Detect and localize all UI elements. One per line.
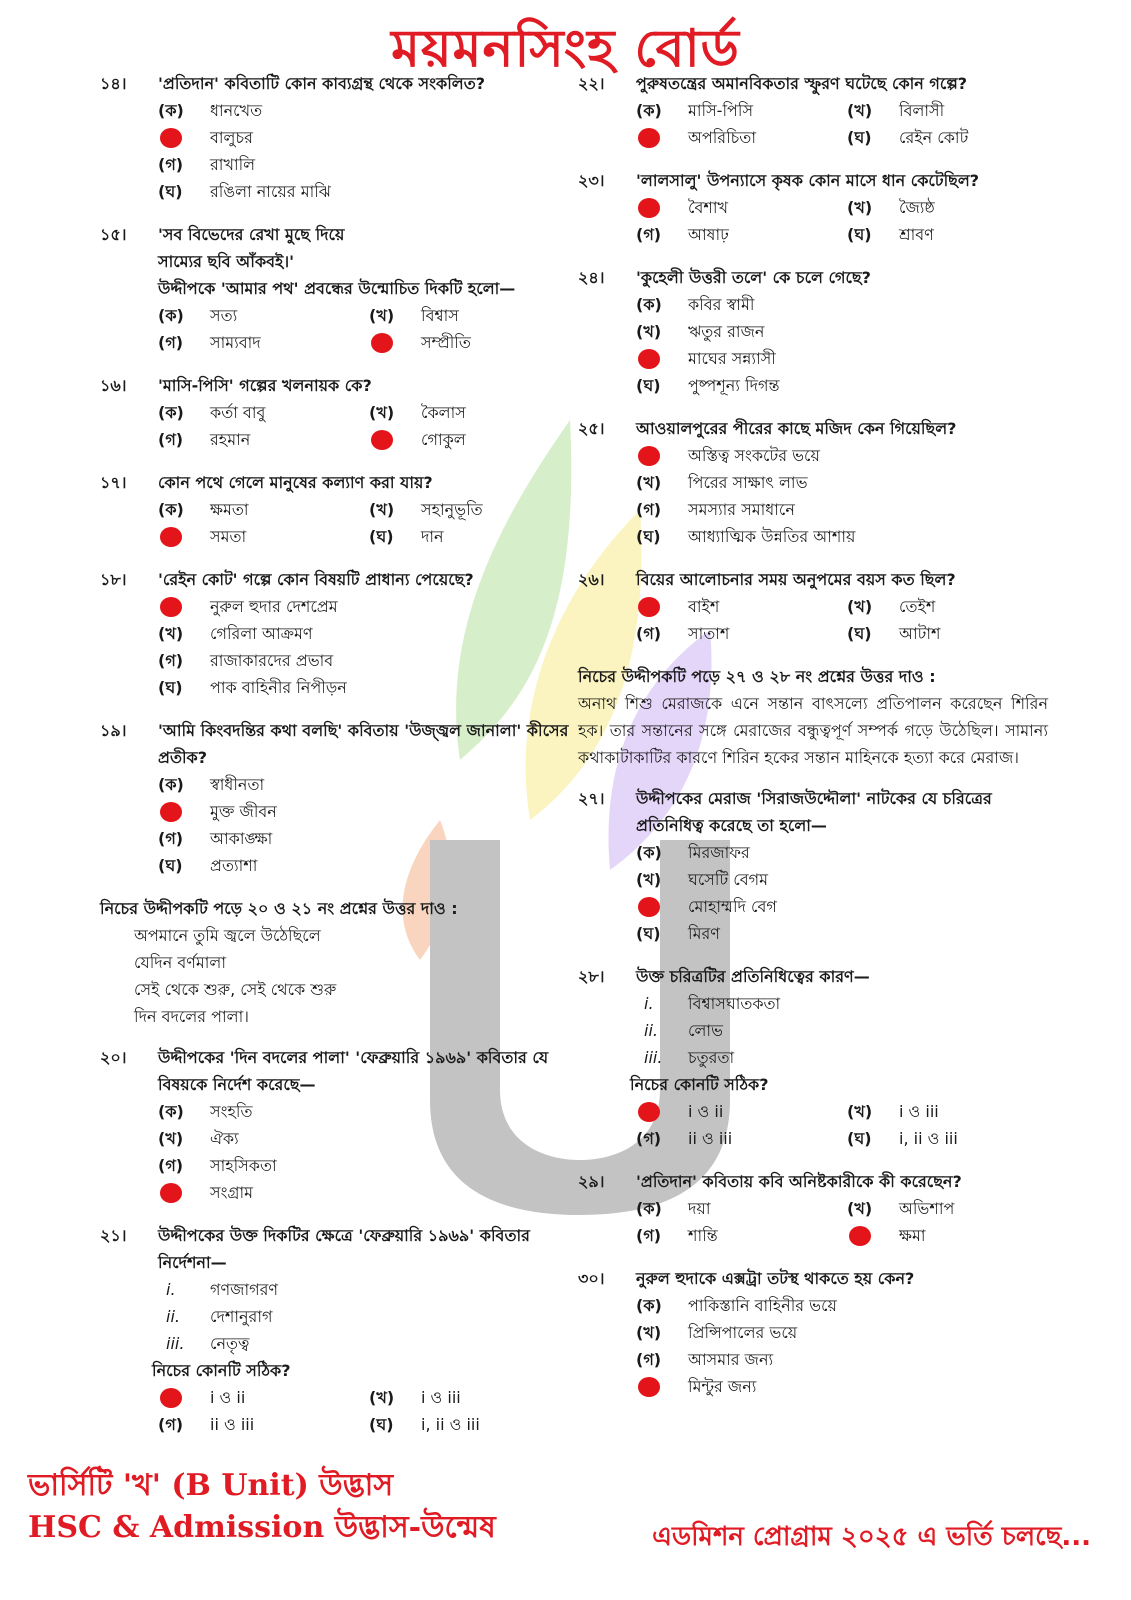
question-16: ১৬। 'মাসি-পিসি' গল্পের খলনায়ক কে? (ক) কর্তা বাবু (খ) কৈলাস (গ) রহমান গোকুল xyxy=(100,372,570,453)
option[interactable]: (গ) সাতাশ xyxy=(636,624,730,643)
left-column xyxy=(100,70,570,1454)
option[interactable]: (ঘ) দান xyxy=(369,527,444,546)
option-correct[interactable]: সম্প্রীতি xyxy=(369,329,570,356)
option[interactable]: (ঘ) i, ii ও iii xyxy=(847,1129,958,1148)
question-30: ৩০। নুরুল হুদাকে এক্সট্রা তটস্থ থাকতে হয় কেন? (ক) পাকিস্তানি বাহিনীর ভয়ে (খ) প্রিন্সিপালের ভয়ে (গ) আসমার জন্য মিন্টুর জন্য xyxy=(578,1265,1048,1400)
question-number: ১৫। xyxy=(100,225,127,244)
option-correct[interactable]: অস্তিত্ব সংকটের ভয়ে xyxy=(636,442,1048,469)
stimulus-poem: নিচের উদ্দীপকটি পড়ে ২০ ও ২১ নং প্রশ্নের উত্তর দাও : অপমানে তুমি জ্বলে উঠেছিলে যেদিন বর্ণমালা সেই থেকে শুরু, সেই থেকে শুরু দিন বদলের পালা। xyxy=(100,899,458,1026)
answer-mark xyxy=(158,798,202,825)
option[interactable]: (খ) তেইশ xyxy=(847,597,936,616)
answer-mark xyxy=(847,1222,891,1249)
option[interactable]: (খ) ঘসেটি বেগম xyxy=(636,870,769,889)
option-correct[interactable]: ক্ষমা xyxy=(847,1222,1048,1249)
option-correct[interactable]: মুক্ত জীবন xyxy=(158,798,570,825)
answer-mark xyxy=(636,1373,680,1400)
option[interactable]: (ক) সত্য xyxy=(158,306,238,325)
answer-mark xyxy=(636,893,680,920)
footer-line-1: ভার্সিটি 'খ' (B Unit) উদ্ভাস xyxy=(28,1468,394,1503)
option[interactable]: (খ) অভিশাপ xyxy=(847,1199,955,1218)
footer-line-2: HSC & Admission উদ্ভাস-উন্মেষ xyxy=(28,1510,496,1545)
option[interactable]: (খ) কৈলাস xyxy=(369,403,466,422)
question-24: ২৪। 'কুহেলী উত্তরী তলে' কে চলে গেছে? (ক) কবির স্বামী (খ) ঋতুর রাজন মাঘের সন্ন্যাসী (ঘ) পুষ্পশূন্য দিগন্ত xyxy=(578,264,1048,399)
option[interactable]: (ঘ) পুষ্পশূন্য দিগন্ত xyxy=(636,376,780,395)
question-22: ২২। পুরুষতন্ত্রের অমানবিকতার স্ফুরণ ঘটেছে কোন গল্পে? (ক) মাসি-পিসি (খ) বিলাসী অপরিচিতা (ঘ) রেইন কোট xyxy=(578,70,1048,151)
answer-mark xyxy=(158,1384,202,1411)
option-correct[interactable]: বালুচর xyxy=(158,124,570,151)
option[interactable]: (গ) সমস্যার সমাধানে xyxy=(636,500,795,519)
option[interactable]: (গ) রহমান xyxy=(158,430,251,449)
option[interactable]: (গ) সাম্যবাদ xyxy=(158,333,261,352)
answer-mark xyxy=(636,1098,680,1125)
question-19: ১৯। 'আমি কিংবদন্তির কথা বলছি' কবিতায় 'উজ্জ্বল জানালা' কীসের প্রতীক? (ক) স্বাধীনতা মুক্ত জীবন (গ) আকাঙ্ক্ষা (ঘ) প্রত্যাশা xyxy=(100,717,570,879)
option[interactable]: (ক) কবির স্বামী xyxy=(636,295,755,314)
option[interactable]: (ঘ) আধ্যাত্মিক উন্নতির আশায় xyxy=(636,527,856,546)
option-correct[interactable]: বাইশ xyxy=(636,593,837,620)
answer-mark xyxy=(369,426,413,453)
option[interactable]: (গ) সাহসিকতা xyxy=(158,1156,277,1175)
answer-mark xyxy=(158,1179,202,1206)
option[interactable]: (গ) ii ও iii xyxy=(636,1129,733,1148)
answer-mark xyxy=(158,523,202,550)
option[interactable]: (গ) ii ও iii xyxy=(158,1415,255,1434)
question-23: ২৩। 'লালসালু' উপন্যাসে কৃষক কোন মাসে ধান কেটেছিল? বৈশাখ (খ) জ্যৈষ্ঠ (গ) আষাঢ় (ঘ) শ্রাবণ xyxy=(578,167,1048,248)
question-18: ১৮। 'রেইন কোট' গল্পে কোন বিষয়টি প্রাধান্য পেয়েছে? নুরুল হুদার দেশপ্রেম (খ) গেরিলা আক্রমণ (গ) রাজাকারদের প্রভাব (ঘ) পাক বাহিনীর নিপীড়ন xyxy=(100,566,570,701)
right-column xyxy=(578,70,1048,1416)
option[interactable]: (ঘ) রেইন কোট xyxy=(847,128,969,147)
option-correct[interactable]: নুরুল হুদার দেশপ্রেম xyxy=(158,593,570,620)
option[interactable]: (খ) i ও iii xyxy=(369,1388,461,1407)
option-correct[interactable]: মোহাম্মদি বেগ xyxy=(636,893,1048,920)
question-21: ২১। উদ্দীপকের উক্ত দিকটির ক্ষেত্রে 'ফেব্রুয়ারি ১৯৬৯' কবিতার নির্দেশনা— i. গণজাগরণ ii. দেশানুরাগ iii. নেতৃত্ব নিচের কোনটি সঠিক? i ও ii (খ) i ও iii (গ) ii ও iii (ঘ) i, ii ও iii xyxy=(100,1222,570,1438)
option-correct[interactable]: মিন্টুর জন্য xyxy=(636,1373,1048,1400)
answer-mark xyxy=(636,593,680,620)
option[interactable]: (ক) পাকিস্তানি বাহিনীর ভয়ে xyxy=(636,1296,837,1315)
option[interactable]: (খ) i ও iii xyxy=(847,1102,939,1121)
answer-mark xyxy=(158,124,202,151)
option[interactable]: (খ) প্রিন্সিপালের ভয়ে xyxy=(636,1323,798,1342)
question-26: ২৬। বিয়ের আলোচনার সময় অনুপমের বয়স কত ছিল? বাইশ (খ) তেইশ (গ) সাতাশ (ঘ) আটাশ xyxy=(578,566,1048,647)
option-correct[interactable]: বৈশাখ xyxy=(636,194,837,221)
option[interactable]: (ক) ধানখেত xyxy=(158,101,263,120)
question-27: ২৭। উদ্দীপকের মেরাজ 'সিরাজউদ্দৌলা' নাটকের যে চরিত্রের প্রতিনিধিত্ব করেছে তা হলো— (ক) মিরজাফর (খ) ঘসেটি বেগম মোহাম্মদি বেগ (ঘ) মিরণ xyxy=(578,785,1048,947)
option[interactable]: (ক) স্বাধীনতা xyxy=(158,775,265,794)
option[interactable]: (ঘ) i, ii ও iii xyxy=(369,1415,480,1434)
option[interactable]: (ঘ) পাক বাহিনীর নিপীড়ন xyxy=(158,678,347,697)
option[interactable]: (গ) আষাঢ় xyxy=(636,225,729,244)
question-14 xyxy=(100,70,570,205)
option-correct[interactable]: অপরিচিতা xyxy=(636,124,837,151)
option-correct[interactable]: সমতা xyxy=(158,523,359,550)
option[interactable]: (ঘ) রঙিলা নায়ের মাঝি xyxy=(158,182,331,201)
question-20: ২০। উদ্দীপকের 'দিন বদলের পালা' 'ফেব্রুয়ারি ১৯৬৯' কবিতার যে বিষয়কে নির্দেশ করেছে— (ক) সংহতি (খ) ঐক্য (গ) সাহসিকতা সংগ্রাম xyxy=(100,1044,570,1206)
option[interactable]: (ঘ) আটাশ xyxy=(847,624,941,643)
question-text: 'প্রতিদান' কবিতাটি কোন কাব্যগ্রন্থ থেকে সংকলিত? xyxy=(158,74,485,93)
option[interactable]: (খ) ঐক্য xyxy=(158,1129,239,1148)
option[interactable]: (খ) পিরের সাক্ষাৎ লাভ xyxy=(636,473,808,492)
question-number: ১৪। xyxy=(100,74,127,93)
option[interactable]: (খ) জ্যৈষ্ঠ xyxy=(847,198,935,217)
option[interactable]: (খ) ঋতুর রাজন xyxy=(636,322,765,341)
option[interactable]: (ঘ) শ্রাবণ xyxy=(847,225,934,244)
option[interactable]: (খ) বিশ্বাস xyxy=(369,306,459,325)
board-title: ময়মনসিংহ বোর্ড xyxy=(391,19,740,79)
answer-mark xyxy=(636,124,680,151)
option[interactable]: (ক) কর্তা বাবু xyxy=(158,403,266,422)
option[interactable]: (গ) রাজাকারদের প্রভাব xyxy=(158,651,334,670)
option[interactable]: (গ) আকাঙ্ক্ষা xyxy=(158,829,273,848)
option[interactable]: (ঘ) প্রত্যাশা xyxy=(158,856,258,875)
option[interactable]: (ক) দয়া xyxy=(636,1199,711,1218)
question-25: ২৫। আওয়ালপুরের পীরের কাছে মজিদ কেন গিয়েছিল? অস্তিত্ব সংকটের ভয়ে (খ) পিরের সাক্ষাৎ লাভ (গ) সমস্যার সমাধানে (ঘ) আধ্যাত্মিক উন্নতির আশায় xyxy=(578,415,1048,550)
option-correct[interactable]: গোকুল xyxy=(369,426,570,453)
question-15: ১৫। 'সব বিভেদের রেখা মুছে দিয়ে সাম্যের ছবি আঁকবই।' উদ্দীপকে 'আমার পথ' প্রবন্ধের উন্মোচিত দিকটি হলো— (ক) সত্য (খ) বিশ্বাস (গ) সাম্যবাদ সম্প্রীতি xyxy=(100,221,570,356)
option[interactable]: (ক) সংহতি xyxy=(158,1102,253,1121)
question-17: ১৭। কোন পথে গেলে মানুষের কল্যাণ করা যায়? (ক) ক্ষমতা (খ) সহানুভূতি সমতা (ঘ) দান xyxy=(100,469,570,550)
option[interactable]: (ক) মিরজাফর xyxy=(636,843,750,862)
option[interactable]: (ঘ) মিরণ xyxy=(636,924,720,943)
option[interactable]: (খ) বিলাসী xyxy=(847,101,945,120)
option[interactable]: (গ) রাখালি xyxy=(158,155,256,174)
answer-mark xyxy=(636,442,680,469)
answer-mark xyxy=(636,345,680,372)
option[interactable]: (গ) আসমার জন্য xyxy=(636,1350,774,1369)
option[interactable]: (গ) শান্তি xyxy=(636,1226,718,1245)
footer-brand xyxy=(28,1466,496,1550)
question-28: ২৮। উক্ত চরিত্রটির প্রতিনিধিত্বের কারণ— i. বিশ্বাসঘাতকতা ii. লোভ iii. চতুরতা নিচের কোনটি সঠিক? i ও ii (খ) i ও iii (গ) ii ও iii (ঘ) i, ii ও iii xyxy=(578,963,1048,1152)
question-29: ২৯। 'প্রতিদান' কবিতায় কবি অনিষ্টকারীকে কী করেছেন? (ক) দয়া (খ) অভিশাপ (গ) শান্তি ক্ষমা xyxy=(578,1168,1048,1249)
option-correct[interactable]: i ও ii xyxy=(158,1384,359,1411)
option[interactable]: (ক) ক্ষমতা xyxy=(158,500,249,519)
answer-mark xyxy=(636,194,680,221)
footer-admission-notice: এডমিশন প্রোগ্রাম ২০২৫ এ ভর্তি চলছে... xyxy=(652,1522,1091,1552)
option[interactable]: (খ) সহানুভূতি xyxy=(369,500,483,519)
answer-mark xyxy=(369,329,413,356)
option-correct[interactable]: মাঘের সন্ন্যাসী xyxy=(636,345,1048,372)
option[interactable]: (ক) মাসি-পিসি xyxy=(636,101,754,120)
option-correct[interactable]: i ও ii xyxy=(636,1098,837,1125)
option[interactable]: (খ) গেরিলা আক্রমণ xyxy=(158,624,313,643)
answer-mark xyxy=(158,593,202,620)
stimulus-paragraph: নিচের উদ্দীপকটি পড়ে ২৭ ও ২৮ নং প্রশ্নের উত্তর দাও : অনাথ শিশু মেরাজকে এনে সন্তান বাৎসল্যে প্রতিপালন করেছেন শিরিন হক। তার সন্তানের সঙ্গে মেরাজের বন্ধুত্বপূর্ণ সম্পর্ক গড়ে উঠেছিল। সামান্য কথাকাটাকাটির কারণে শিরিন হকের সন্তান মাহিনকে হত্যা করে মেরাজ। xyxy=(578,667,1048,767)
option-correct[interactable]: সংগ্রাম xyxy=(158,1179,570,1206)
